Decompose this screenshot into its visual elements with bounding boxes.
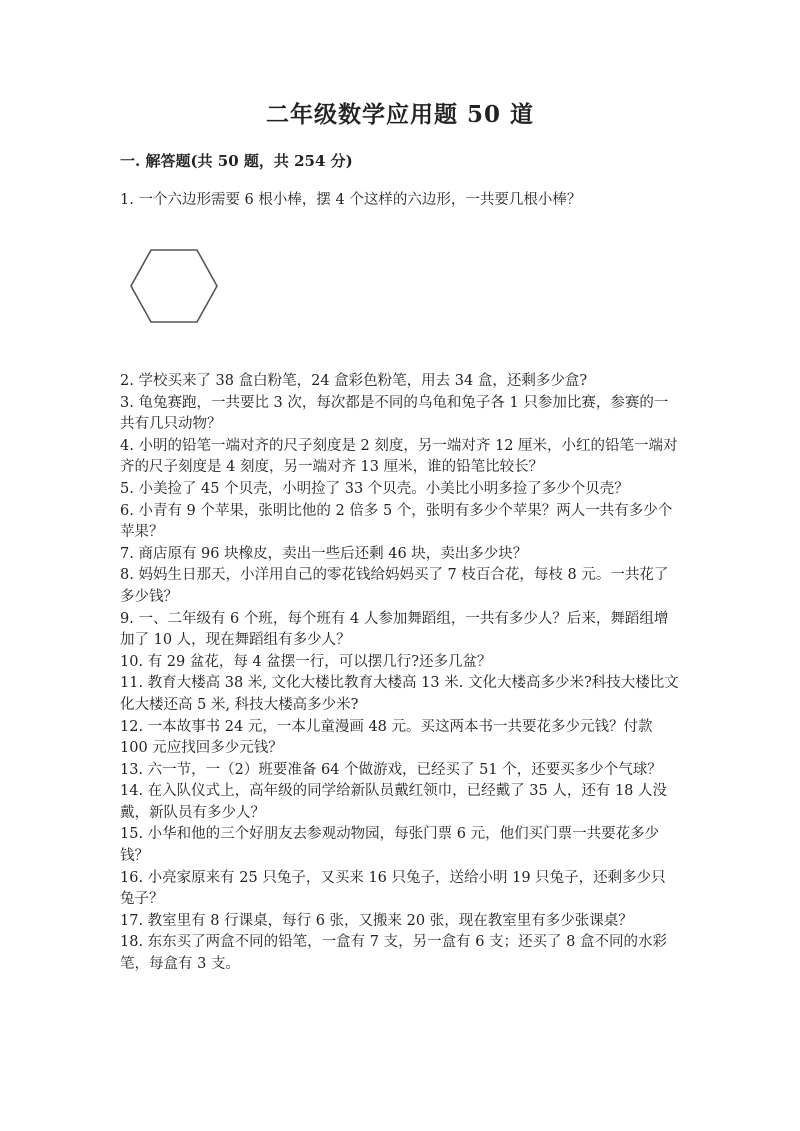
question-2: 2. 学校买来了 38 盒白粉笔，24 盒彩色粉笔，用去 34 盒，还剩多少盒?	[120, 373, 588, 389]
question-10: 10. 有 29 盆花，每 4 盆摆一行，可以摆几行?还多几盆？	[120, 653, 492, 670]
hexagon-figure	[128, 246, 220, 326]
question-12: 12. 一本故事书 24 元，一本儿童漫画 48 元。买这两本书一共要花多少元钱？付款 100 元应找回多少元钱？	[120, 718, 653, 757]
question-5: 5. 小美捡了 45 个贝壳，小明捡了 33 个贝壳。小美比小明多捡了多少个贝壳？	[120, 480, 629, 497]
page-title: 二年级数学应用题 50 道	[265, 101, 535, 128]
question-7: 7. 商店原有 96 块橡皮，卖出一些后还剩 46 块，卖出多少块？	[120, 545, 528, 562]
section-heading: 一. 解答题(共 50 题，共 254 分)	[120, 152, 353, 170]
question-16: 16. 小亮家原来有 25 只兔子，又买来 16 只兔子，送给小明 19 只兔子，还剩多少只兔子？	[120, 869, 666, 908]
question-3: 3. 龟兔赛跑，一共要比 3 次，每次都是不同的乌龟和兔子各 1 只参加比赛，参赛的一共有几只动物？	[120, 394, 669, 433]
question-8: 8. 妈妈生日那天，小洋用自己的零花钱给妈妈买了 7 枝百合花，每枝 8 元。一共花了多少钱？	[120, 567, 669, 605]
hexagon-shape	[131, 250, 217, 322]
question-11: 11. 教育大楼高 38 米, 文化大楼比教育大楼高 13 米. 文化大楼高多少米?科技大楼比文化大楼还高 5 米, 科技大楼高多少米?	[120, 675, 679, 713]
question-14: 14. 在入队仪式上，高年级的同学给新队员戴红领巾，已经戴了 35 人，还有 18 人没戴，新队员有多少人？	[120, 783, 668, 821]
question-4: 4. 小明的铅笔一端对齐的尺子刻度是 2 刻度，另一端对齐 12 厘米，小红的铅笔一端对齐的尺子刻度是 4 刻度，另一端对齐 13 厘米，谁的铅笔比较长？	[120, 437, 678, 476]
question-6: 6. 小青有 9 个苹果，张明比他的 2 倍多 5 个，张明有多少个苹果？两人一共有多少个苹果？	[120, 502, 673, 541]
question-18: 18. 东东买了两盒不同的铅笔，一盒有 7 支，另一盒有 6 支；还买了 8 盒不同的水彩笔，每盒有 3 支。	[120, 934, 667, 973]
question-15: 15. 小华和他的三个好朋友去参观动物园，每张门票 6 元，他们买门票一共要花多少钱？	[120, 826, 660, 865]
question-list	[120, 371, 680, 976]
question-13: 13. 六一节，一（2）班要准备 64 个做游戏，已经买了 51 个，还要买多少个气球？	[120, 761, 662, 778]
question-9: 9. 一、二年级有 6 个班，每个班有 4 人参加舞蹈组，一共有多少人？后来，舞蹈组增加了 10 人，现在舞蹈组有多少人？	[120, 610, 669, 649]
question-1: 1. 一个六边形需要 6 根小棒，摆 4 个这样的六边形，一共要几根小棒？	[120, 192, 582, 208]
question-17: 17. 教室里有 8 行课桌，每行 6 张，又搬来 20 张，现在教室里有多少张课桌？	[120, 912, 633, 929]
